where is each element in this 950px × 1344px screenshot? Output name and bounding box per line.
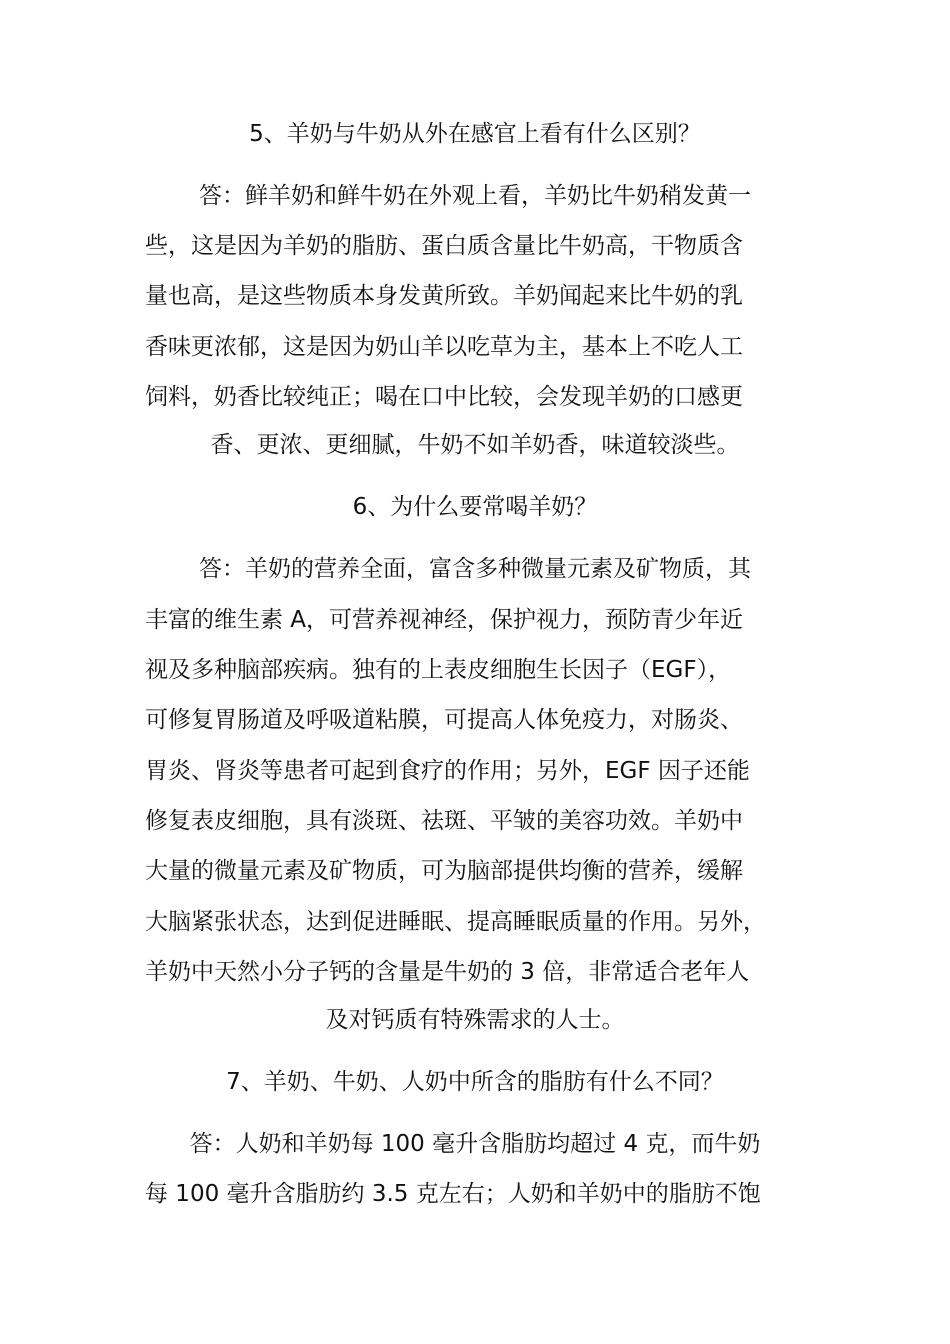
answer-5-line-6: 香、更浓、更细腻，牛奶不如羊奶香，味道较淡些。 [210,432,740,458]
answer-6-line-10: 及对钙质有特殊需求的人士。 [325,1007,625,1033]
answer-6-line-8: 大脑紧张状态，达到促进睡眠、提高睡眠质量的作用。另外， [145,909,766,935]
answer-5-line-3: 量也高，是这些物质本身发黄所致。羊奶闻起来比牛奶的乳 [145,283,743,309]
answer-7-line-2: 每 100 毫升含脂肪约 3.5 克左右；人奶和羊奶中的脂肪不饱 [145,1181,761,1207]
answer-6-line-3: 视及多种脑部疾病。独有的上表皮细胞生长因子（EGF）， [145,657,732,683]
answer-5-line-1: 答：鲜羊奶和鲜牛奶在外观上看，羊奶比牛奶稍发黄一 [199,183,751,209]
answer-6-line-9: 羊奶中天然小分子钙的含量是牛奶的 3 倍，非常适合老年人 [145,959,750,985]
answer-7-line-1: 答：人奶和羊奶每 100 毫升含脂肪均超过 4 克，而牛奶 [189,1131,761,1157]
answer-6-line-7: 大量的微量元素及矿物质，可为脑部提供均衡的营养，缓解 [145,858,743,884]
answer-6-line-5: 胃炎、肾炎等患者可起到食疗的作用；另外，EGF 因子还能 [145,758,750,784]
answer-5-line-4: 香味更浓郁，这是因为奶山羊以吃草为主，基本上不吃人工 [145,334,743,360]
question-5-heading: 5、羊奶与牛奶从外在感官上看有什么区别？ [249,121,701,147]
answer-5-line-5: 饲料，奶香比较纯正；喝在口中比较，会发现羊奶的口感更 [145,384,743,410]
answer-6-line-1: 答：羊奶的营养全面，富含多种微量元素及矿物质，其 [199,556,751,582]
answer-5-line-2: 些，这是因为羊奶的脂肪、蛋白质含量比牛奶高，干物质含 [145,233,743,259]
answer-6-line-2: 丰富的维生素 A，可营养视神经，保护视力，预防青少年近 [145,607,744,633]
answer-6-line-4: 可修复胃肠道及呼吸道粘膜，可提高人体免疫力，对肠炎、 [145,707,743,733]
question-7-heading: 7、羊奶、牛奶、人奶中所含的脂肪有什么不同？ [226,1069,724,1095]
answer-6-line-6: 修复表皮细胞，具有淡斑、祛斑、平皱的美容功效。羊奶中 [145,808,743,834]
question-6-heading: 6、为什么要常喝羊奶？ [352,494,598,520]
